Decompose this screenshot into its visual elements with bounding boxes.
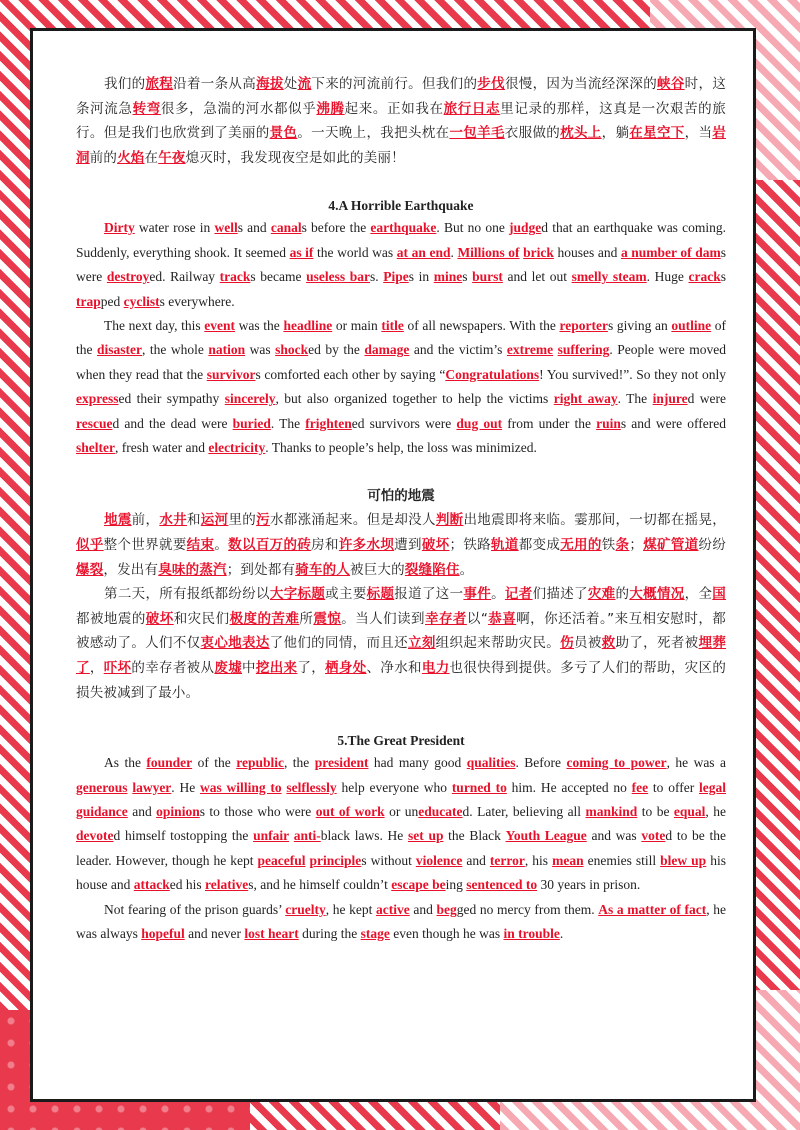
text-run: 或主要 (325, 586, 367, 603)
text-run: 时，这条河流急 (76, 76, 727, 117)
text-run: 里的 (228, 512, 257, 529)
vocab-highlight: event (204, 318, 236, 333)
text-run: water rose in (134, 220, 215, 236)
vocab-highlight: principle (309, 852, 362, 868)
text-run: 。一天晚上，我把头枕在 (297, 125, 450, 142)
vocab-highlight: 恭喜 (488, 610, 517, 627)
vocab-highlight: relative (205, 877, 249, 893)
vocab-highlight: disaster (97, 342, 142, 358)
vocab-highlight: a number of dam (620, 244, 721, 260)
vocab-highlight: outline (671, 318, 712, 333)
text-run: 很慢，因为当流经深深的 (504, 76, 658, 92)
vocab-highlight: 许多水坝 (338, 537, 395, 554)
text-run: 前， (131, 512, 160, 529)
text-run: d to be the leader. However, though he kept (76, 828, 726, 868)
text-run: . People were moved when they read that the (76, 342, 727, 382)
text-run: help everyone who (336, 779, 452, 795)
vocab-highlight: at an end (396, 244, 451, 260)
text-run: and never (184, 926, 245, 942)
vocab-highlight: As a matter of fact (598, 901, 707, 917)
vocab-highlight: selflessly (286, 779, 337, 795)
vocab-highlight: 衷心地表达 (200, 635, 270, 652)
text-run: ，全 (684, 586, 713, 603)
section5-paragraph-2 (76, 898, 726, 947)
vocab-highlight: mankind (585, 804, 638, 819)
vocab-highlight: 景色 (269, 125, 298, 142)
text-run: black laws. He (320, 828, 408, 844)
text-run: s everywhere. (159, 293, 235, 309)
text-run: s. (370, 269, 384, 285)
vocab-highlight: 旅程 (145, 76, 174, 92)
vocab-highlight: judge (509, 220, 542, 236)
vocab-highlight: peaceful (257, 852, 306, 868)
text-run: s before the (301, 220, 371, 236)
vocab-highlight: 煤矿管道 (643, 537, 699, 554)
vocab-highlight: 水井 (159, 512, 187, 529)
text-run: Not fearing of the prison guards’ (104, 901, 286, 917)
text-run: ；到处都有 (226, 561, 296, 578)
vocab-highlight: 轨道 (491, 537, 519, 554)
vocab-highlight: mine (433, 269, 463, 285)
text-run: , he kept (325, 901, 376, 917)
vocab-highlight: 火焰 (117, 149, 145, 166)
vocab-highlight: title (381, 318, 404, 333)
text-run: 房和 (311, 537, 339, 554)
text-run: . Huge (646, 269, 689, 285)
vocab-highlight: extreme (506, 342, 554, 358)
text-run: 30 years in prison. (537, 877, 641, 893)
text-run: 和 (186, 512, 201, 529)
vocab-highlight: turned to (451, 779, 507, 795)
text-run: 第二天，所有报纸都纷纷以 (104, 586, 270, 603)
vocab-highlight: electricity (208, 440, 266, 456)
vocab-highlight: 似乎 (76, 537, 104, 554)
vocab-highlight: 转弯 (132, 100, 161, 117)
vocab-highlight: useless bar (306, 269, 370, 285)
vocab-highlight: 步伐 (477, 76, 505, 92)
text-run: 熄灭时，我发现夜空是如此的美丽！ (185, 149, 405, 166)
vocab-highlight: attack (133, 877, 170, 893)
vocab-highlight: frighten (305, 415, 352, 431)
vocab-highlight: express (76, 391, 119, 407)
text-run: enemies still (583, 852, 661, 868)
text-run: 也很快得到提供。多亏了人们的帮助，灾区的损失被减到了最小。 (76, 660, 727, 701)
text-run: ed. Railway (149, 269, 220, 285)
text-run: s (720, 269, 726, 285)
vocab-highlight: 在星空下 (629, 125, 685, 142)
vocab-highlight: shock (275, 342, 309, 358)
vocab-highlight: 海拔 (256, 76, 284, 92)
text-run: ；铁路 (449, 537, 492, 554)
text-run: the world was (313, 244, 397, 260)
text-run: 。 (491, 586, 505, 603)
vocab-highlight: president (314, 755, 369, 771)
vocab-highlight: ruin (596, 415, 621, 431)
text-run: 们描述了 (532, 586, 588, 603)
vocab-highlight: 一包羊毛 (449, 125, 505, 142)
section4-chinese-paragraph-2 (76, 582, 726, 705)
vocab-highlight: 灾难 (587, 586, 616, 603)
vocab-highlight: founder (146, 755, 193, 771)
vocab-highlight: 标题 (366, 586, 395, 603)
text-run: or un (384, 804, 419, 819)
text-run: 都变成 (518, 537, 561, 554)
text-run: or main (332, 318, 382, 333)
text-run: 。 (459, 561, 474, 578)
text-run: The next day, this (104, 318, 205, 333)
text-run: 衣服做的 (504, 125, 561, 142)
text-run: 报道了这一 (394, 586, 464, 603)
vocab-highlight: dug out (456, 415, 503, 431)
text-run: 组织起来帮助灾民。 (435, 635, 561, 652)
vocab-highlight: vote (641, 828, 666, 844)
vocab-highlight: 记者 (504, 586, 533, 603)
vocab-highlight: mean (552, 852, 584, 868)
text-run: 。当人们读到 (341, 610, 425, 627)
section4-chinese-title: 可怕的地震 (367, 488, 435, 505)
text-run: and let out (502, 269, 572, 285)
text-run: and (127, 804, 157, 819)
text-run: s giving an (607, 318, 672, 333)
vocab-highlight: blew up (660, 852, 707, 868)
text-run: . He (171, 779, 201, 795)
text-run: ed his (169, 877, 205, 893)
text-run: 。 (214, 537, 229, 554)
vocab-highlight: violence (415, 852, 463, 868)
vocab-highlight: destroy (106, 269, 150, 285)
vocab-highlight: devote (76, 828, 114, 844)
vocab-highlight: reporter (559, 318, 608, 333)
text-run: 铁 (601, 537, 616, 554)
vocab-highlight: 岩洞 (76, 125, 726, 166)
vocab-highlight: 沸腾 (316, 100, 345, 117)
vocab-highlight: 挖出来 (255, 660, 298, 676)
text-run: to be (637, 804, 674, 819)
text-run: of the (192, 755, 237, 771)
vocab-highlight: rescue (76, 415, 113, 431)
text-run: to offer (648, 779, 700, 795)
vocab-highlight: cyclist (123, 293, 160, 309)
text-run: , fresh water and (114, 440, 209, 456)
text-run: ，躺 (601, 125, 630, 142)
vocab-highlight: suffering (557, 342, 610, 358)
text-run: d that an earthquake was coming. Suddenly, everything shook. It seemed (76, 220, 726, 260)
text-run: . (450, 244, 458, 260)
text-run: 我们的 (104, 76, 146, 92)
vocab-highlight: nation (208, 342, 246, 358)
text-run: 所 (299, 610, 314, 627)
text-run: 员被 (573, 635, 602, 652)
vocab-highlight: hopeful (141, 926, 185, 942)
text-run: had many good (368, 755, 467, 771)
vocab-highlight: beg (436, 901, 457, 917)
text-run: 以“ (466, 610, 489, 627)
text-run: 和灾民们 (173, 610, 230, 627)
vocab-highlight: lawyer (132, 779, 172, 795)
vocab-highlight: 伤 (560, 635, 574, 652)
vocab-highlight: damage (364, 342, 410, 358)
vocab-highlight: 大字标题 (269, 586, 326, 603)
text-run: , he was a (666, 755, 726, 771)
vocab-highlight: 幸存者 (425, 610, 467, 627)
vocab-highlight: 废墟 (214, 660, 243, 676)
vocab-highlight: active (376, 901, 410, 917)
vocab-highlight: 破坏 (421, 537, 450, 554)
text-run: 都被地震的 (76, 610, 146, 627)
text-run: s in (408, 269, 434, 285)
vocab-highlight: burst (472, 269, 503, 285)
vocab-highlight: canal (270, 220, 302, 236)
text-run: d. Later, believing all (462, 804, 586, 819)
vocab-highlight: earthquake (370, 220, 437, 236)
text-run: 出地震即将来临。霎那间，一切都在摇晃， (463, 512, 727, 529)
text-run: ， (89, 660, 104, 676)
text-run: 的幸存者被从 (131, 660, 215, 676)
vocab-highlight: 极度的苦难 (229, 610, 300, 627)
vocab-highlight: qualities (466, 755, 516, 771)
vocab-highlight: 裂缝陷住 (404, 561, 460, 578)
vocab-highlight: Millions of (457, 244, 520, 260)
text-run: was (245, 342, 276, 358)
vocab-highlight: track (219, 269, 251, 285)
vocab-highlight: 臭味的蒸汽 (158, 561, 227, 578)
section4-paragraph-1 (76, 216, 726, 314)
section4-title: 4.A Horrible Earthquake (328, 198, 474, 214)
vocab-highlight: 砖 (297, 537, 312, 554)
vocab-highlight: unfair (253, 828, 290, 844)
text-run: . Thanks to people’s help, the loss was minimized. (265, 440, 537, 456)
vocab-highlight: Dirty (104, 220, 135, 236)
vocab-highlight: brick (523, 244, 554, 260)
text-run: 了， (297, 660, 326, 676)
text-run: 水都涨涌起来。但是却没人 (269, 512, 436, 529)
text-run: . The (270, 415, 306, 431)
text-run: , the whole (142, 342, 209, 358)
text-run: s comforted each other by saying “ (255, 366, 446, 382)
text-run: ed their sympathy (118, 391, 225, 407)
vocab-highlight: 救 (601, 635, 616, 652)
text-run: s became (250, 269, 307, 285)
section5-title: 5.The Great President (337, 733, 465, 749)
text-run: s (462, 269, 473, 285)
vocab-highlight: shelter (76, 440, 115, 456)
text-run: 很多，急湍的河水都似乎 (160, 100, 317, 117)
text-run: and was (586, 828, 642, 844)
vocab-highlight: Youth League (505, 828, 587, 844)
text-run: 助了，死者被 (615, 635, 699, 652)
vocab-highlight: 电力 (421, 660, 450, 676)
text-run: s and (237, 220, 271, 236)
vocab-highlight: 结束 (186, 537, 215, 554)
vocab-highlight: 破坏 (145, 610, 174, 627)
vocab-highlight: 爆裂 (76, 561, 104, 578)
text-run: from under the (502, 415, 597, 431)
section5-paragraph-1 (76, 751, 726, 897)
vocab-highlight: sentenced to (466, 877, 538, 893)
vocab-highlight: 事件 (463, 586, 492, 603)
text-run: his house and (76, 852, 726, 893)
vocab-highlight: anti- (293, 828, 321, 844)
vocab-highlight: 午夜 (158, 149, 186, 166)
text-run: ged no mercy from them. (456, 901, 599, 917)
vocab-highlight: cruelty (285, 901, 326, 917)
text-run: 遭到 (394, 537, 422, 554)
vocab-highlight: Pipe (383, 269, 409, 285)
text-run: during the (298, 926, 361, 942)
text-run: and the victim’s (409, 342, 507, 358)
text-run: 中 (242, 660, 256, 676)
vocab-highlight: 污 (256, 512, 270, 529)
text-run: 了他们的同情，而且还 (269, 635, 408, 652)
vocab-highlight: 吓坏 (103, 660, 132, 676)
text-run: 里记录的那样，这真是一次艰苦的旅行。但是我们也欣赏到了美丽的 (76, 100, 726, 142)
text-run: s, and he himself couldn’t (248, 877, 392, 893)
vocab-highlight: coming to power (566, 755, 667, 771)
text-run: was the (235, 318, 284, 333)
text-run: . Before (515, 755, 567, 771)
text-run: s and were offered (620, 415, 726, 431)
vocab-highlight: as if (289, 244, 314, 260)
vocab-highlight: 运河 (200, 512, 229, 529)
vocab-highlight: was willing to (200, 779, 282, 795)
text-run: . But no one (436, 220, 509, 236)
section4-paragraph-2 (76, 314, 726, 460)
vocab-highlight: republic (236, 755, 284, 771)
vocab-highlight: 峡谷 (657, 76, 685, 92)
vocab-highlight: headline (283, 318, 333, 333)
vocab-highlight: lost heart (244, 926, 299, 942)
vocab-highlight: 栖身处 (325, 660, 367, 676)
text-run: ped (100, 293, 124, 309)
vocab-highlight: educate (418, 804, 463, 819)
text-run: , he (705, 804, 726, 819)
vocab-highlight: 无用的 (560, 537, 602, 554)
section3-chinese-paragraph (76, 72, 726, 170)
vocab-highlight: 埋葬了 (76, 635, 727, 676)
text-run: , he was always (76, 901, 726, 942)
text-run: 被巨大的 (350, 561, 405, 578)
text-run: 、净水和 (366, 660, 422, 676)
text-run: ，发出有 (103, 561, 159, 578)
text-run: of all newspapers. With the (403, 318, 560, 333)
vocab-highlight: well (214, 220, 238, 236)
vocab-highlight: Congratulations (445, 366, 540, 382)
text-run: ed by the (308, 342, 365, 358)
text-run: and (409, 901, 437, 917)
vocab-highlight: sincerely (224, 391, 276, 407)
text-run: the Black (443, 828, 506, 844)
vocab-highlight: smelly steam (571, 269, 647, 285)
text-run: 啊，你还活着。”来互相安慰时，都被感动了。人们不仅 (76, 610, 727, 652)
vocab-highlight: in trouble (503, 926, 560, 942)
vocab-highlight: 判断 (435, 512, 464, 529)
text-run: d himself tostopping the (113, 828, 254, 844)
vocab-highlight: injure (652, 391, 688, 407)
section4-chinese-paragraph-1 (76, 508, 726, 582)
text-run: 前的 (89, 149, 118, 166)
vocab-highlight: stage (360, 926, 390, 942)
text-run: , his (524, 852, 553, 868)
vocab-highlight: escape be (391, 877, 446, 893)
text-run: and (462, 852, 490, 868)
vocab-highlight: 旅行日志 (443, 100, 501, 117)
text-run: 起来。正如我在 (344, 100, 444, 117)
text-run: , the (283, 755, 315, 771)
text-run: 沿着一条从高 (173, 76, 257, 92)
vocab-highlight: 数以百万的 (228, 537, 298, 554)
text-run: 纷纷 (698, 537, 727, 554)
vocab-highlight: 流 (297, 76, 312, 92)
vocab-highlight: survivor (206, 366, 256, 382)
vocab-highlight: 大概情况 (629, 586, 685, 603)
text-run: . (559, 926, 564, 942)
text-run: ，当 (684, 125, 713, 142)
text-run: even though he was (389, 926, 504, 942)
vocab-highlight: 震惊 (313, 610, 342, 627)
text-run: ! You survived!”. So they not only (539, 366, 727, 382)
document-body (76, 72, 726, 946)
text-run: d were (687, 391, 726, 407)
text-run: . The (617, 391, 653, 407)
vocab-highlight: right away (553, 391, 618, 407)
vocab-highlight: 立刻 (407, 635, 436, 652)
vocab-highlight: set up (408, 828, 444, 844)
text-run: ing (445, 877, 467, 893)
vocab-highlight: 地震 (104, 512, 132, 529)
text-run: s without (361, 852, 416, 868)
text-run: d and the dead were (112, 415, 233, 431)
text-run: 的 (615, 586, 630, 603)
text-run: houses and (553, 244, 621, 260)
vocab-highlight: 条 (615, 537, 630, 554)
vocab-highlight: 枕头上 (560, 125, 602, 142)
vocab-highlight: buried (232, 415, 271, 431)
text-run: , but also organized together to help the victims (275, 391, 554, 407)
text-run: As the (104, 755, 147, 771)
text-run: s were (76, 244, 726, 285)
text-run: of the (76, 318, 727, 358)
vocab-highlight: 国 (712, 586, 726, 603)
vocab-highlight: terror (489, 852, 525, 868)
text-run: 在 (144, 149, 159, 166)
text-run: 整个世界就要 (103, 537, 187, 554)
vocab-highlight: generous (76, 779, 128, 795)
text-run: 处 (283, 76, 298, 92)
text-run: 下来的河流前行。但我们的 (311, 76, 478, 92)
text-run: ； (629, 537, 644, 554)
vocab-highlight: equal (673, 804, 706, 819)
vocab-highlight: fee (631, 779, 649, 795)
vocab-highlight: out of work (315, 804, 385, 819)
vocab-highlight: legal guidance (76, 779, 727, 819)
text-run: ed survivors were (351, 415, 457, 431)
vocab-highlight: crack (688, 269, 721, 285)
vocab-highlight: opinion (156, 804, 200, 819)
text-run: him. He accepted no (506, 779, 632, 795)
vocab-highlight: trap (76, 293, 101, 309)
text-run: s to those who were (199, 804, 316, 819)
vocab-highlight: 骑车的人 (295, 561, 351, 578)
